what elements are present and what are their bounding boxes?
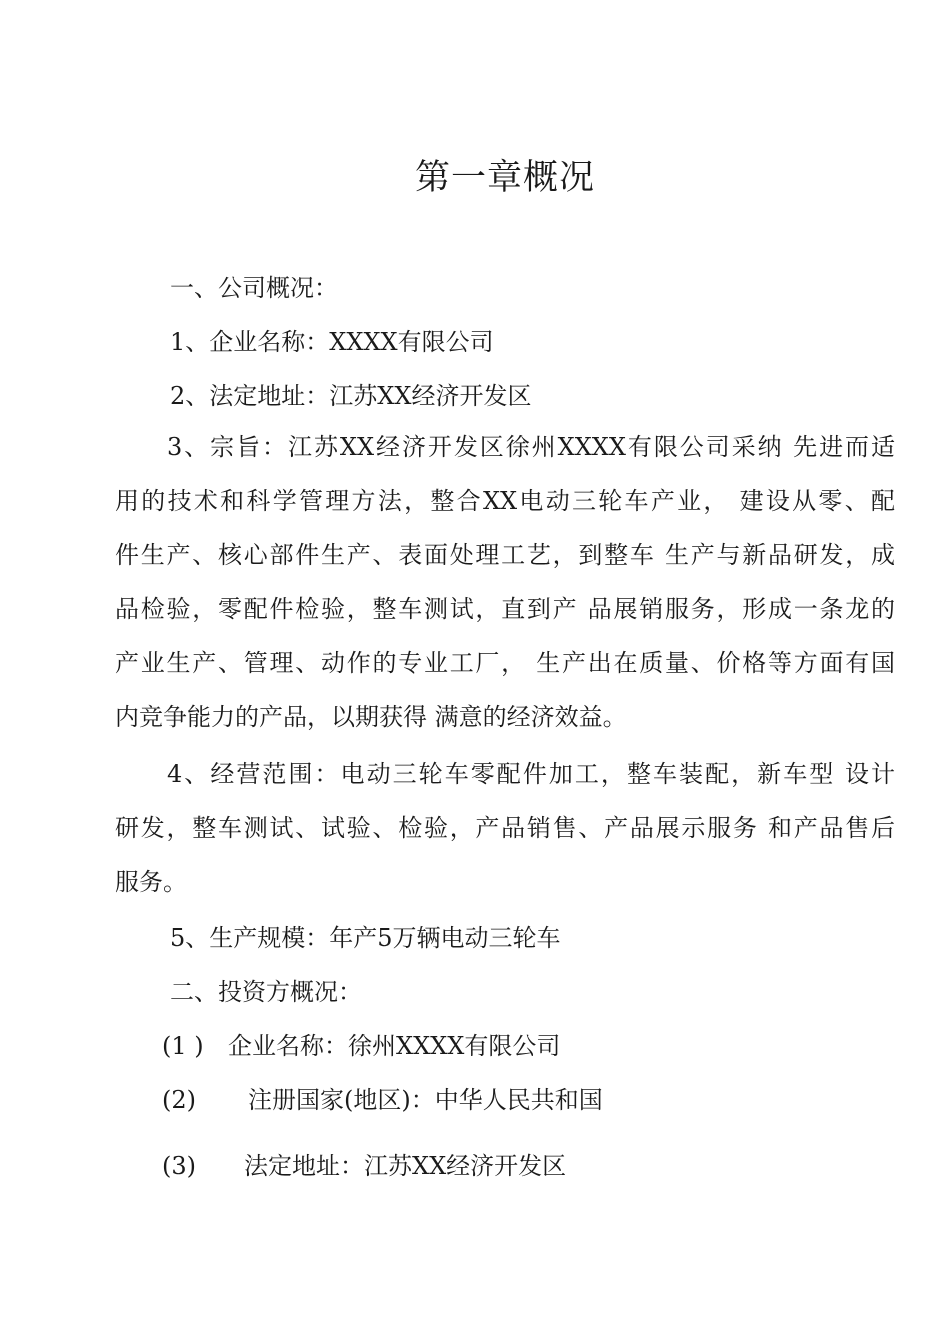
purpose-paragraph xyxy=(115,420,895,744)
purpose-line: 件生产、核心部件生产、表面处理工艺，到整车 生产与新品研发，成 xyxy=(115,541,895,569)
section2-heading: 二、投资方概况： xyxy=(170,978,362,1006)
scope-line: 服务。 xyxy=(115,868,187,896)
purpose-line: 产业生产、管理、动作的专业工厂， 生产出在质量、价格等方面有国 xyxy=(115,649,895,677)
investor-item-number: (1 ) xyxy=(162,1032,204,1060)
investor-item-text: 法定地址：江苏XX经济开发区 xyxy=(244,1152,567,1180)
investor-item xyxy=(162,1084,603,1116)
scope-line: 研发，整车测试、试验、检验，产品销售、产品展示服务 和产品售后 xyxy=(115,814,895,842)
purpose-line: 品检验，零配件检验，整车测试，直到产 品展销服务，形成一条龙的 xyxy=(115,595,895,623)
investor-item-text: 企业名称：徐州XXXX有限公司 xyxy=(228,1032,561,1060)
investor-item-text: 注册国家(地区)：中华人民共和国 xyxy=(248,1086,603,1114)
scope-line: 4、经营范围：电动三轮车零配件加工，整车装配，新车型 设计 xyxy=(167,760,895,788)
investor-item xyxy=(162,1150,566,1182)
purpose-line: 3、宗旨：江苏XX经济开发区徐州XXXX有限公司采纳 先进而适 xyxy=(167,433,895,461)
business-scope-paragraph xyxy=(115,747,895,909)
production-scale-item: 5、生产规模：年产5万辆电动三轮车 xyxy=(170,924,561,952)
investor-item-number: (3) xyxy=(162,1152,196,1180)
purpose-line: 用的技术和科学管理方法，整合XX电动三轮车产业， 建设从零、配 xyxy=(115,487,895,515)
investor-item xyxy=(162,1030,560,1062)
company-name-item: 1、企业名称：XXXX有限公司 xyxy=(170,328,494,356)
investor-item-number: (2) xyxy=(162,1086,196,1114)
chapter-title: 第一章概况 xyxy=(414,158,595,198)
purpose-line: 内竞争能力的产品，以期获得 满意的经济效益。 xyxy=(115,703,627,731)
section1-heading: 一、公司概况： xyxy=(170,274,338,302)
legal-address-item: 2、法定地址：江苏XX经济开发区 xyxy=(170,382,532,410)
